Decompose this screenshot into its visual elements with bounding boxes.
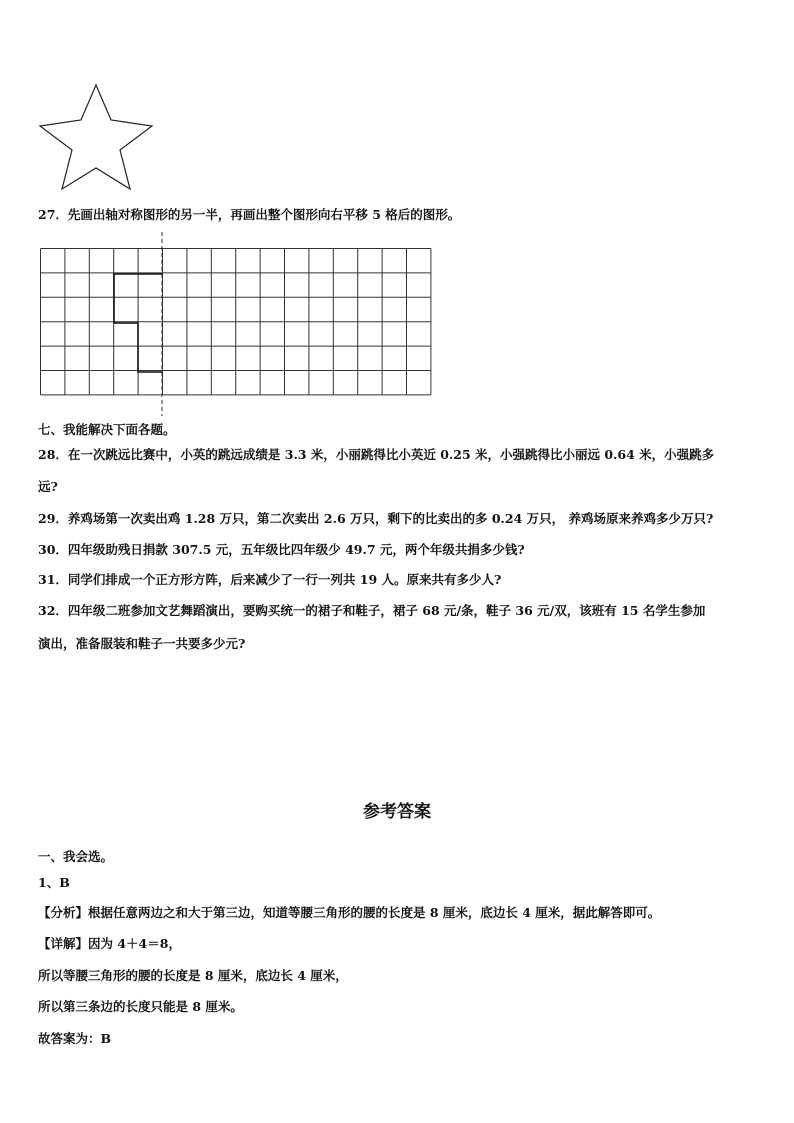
grid-lines	[41, 249, 431, 395]
star-figure	[36, 82, 156, 194]
question-29: 29．养鸡场第一次卖出鸡 1.28 万只，第二次卖出 2.6 万只，剩下的比卖出的多 0.24 万只， 养鸡场原来养鸡多少万只?	[38, 511, 714, 526]
question-28-cont: 远?	[38, 479, 58, 494]
answer-1: 1、B	[38, 875, 70, 890]
question-32-cont: 演出，准备服装和鞋子一共要多少元?	[38, 636, 246, 651]
answer-final: 故答案为：B	[38, 1031, 112, 1046]
question-28: 28．在一次跳远比赛中，小英的跳远成绩是 3.3 米，小丽跳得比小英近 0.25 米，小强跳得比小丽远 0.64 米，小强跳多	[38, 447, 715, 462]
section-7-heading: 七、我能解决下面各题。	[38, 422, 176, 437]
question-30: 30．四年级助残日捐款 307.5 元，五年级比四年级少 49.7 元，两个年级共捐多少钱?	[38, 542, 525, 557]
answer-section-1: 一、我会选。	[38, 849, 114, 864]
answer-analysis: 【分析】根据任意两边之和大于第三边，知道等腰三角形的腰的长度是 8 厘米，底边长 4 厘米，据此解答即可。	[38, 905, 661, 920]
question-31: 31．同学们排成一个正方形方阵，后来减少了一行一列共 19 人。原来共有多少人?	[38, 572, 502, 587]
answer-title: 参考答案	[363, 802, 431, 822]
answer-detail: 【详解】因为 4＋4＝8，	[38, 936, 181, 951]
answer-step-2: 所以第三条边的长度只能是 8 厘米。	[38, 999, 243, 1014]
answer-step-1: 所以等腰三角形的腰的长度是 8 厘米，底边长 4 厘米，	[38, 968, 348, 983]
question-27: 27．先画出轴对称图形的另一半，再画出整个图形向右平移 5 格后的图形。	[38, 207, 461, 222]
question-32: 32．四年级二班参加文艺舞蹈演出，要购买统一的裙子和鞋子，裙子 68 元/条，鞋子 36 元/双，该班有 15 名学生参加	[38, 603, 706, 618]
symmetry-grid	[40, 232, 434, 416]
